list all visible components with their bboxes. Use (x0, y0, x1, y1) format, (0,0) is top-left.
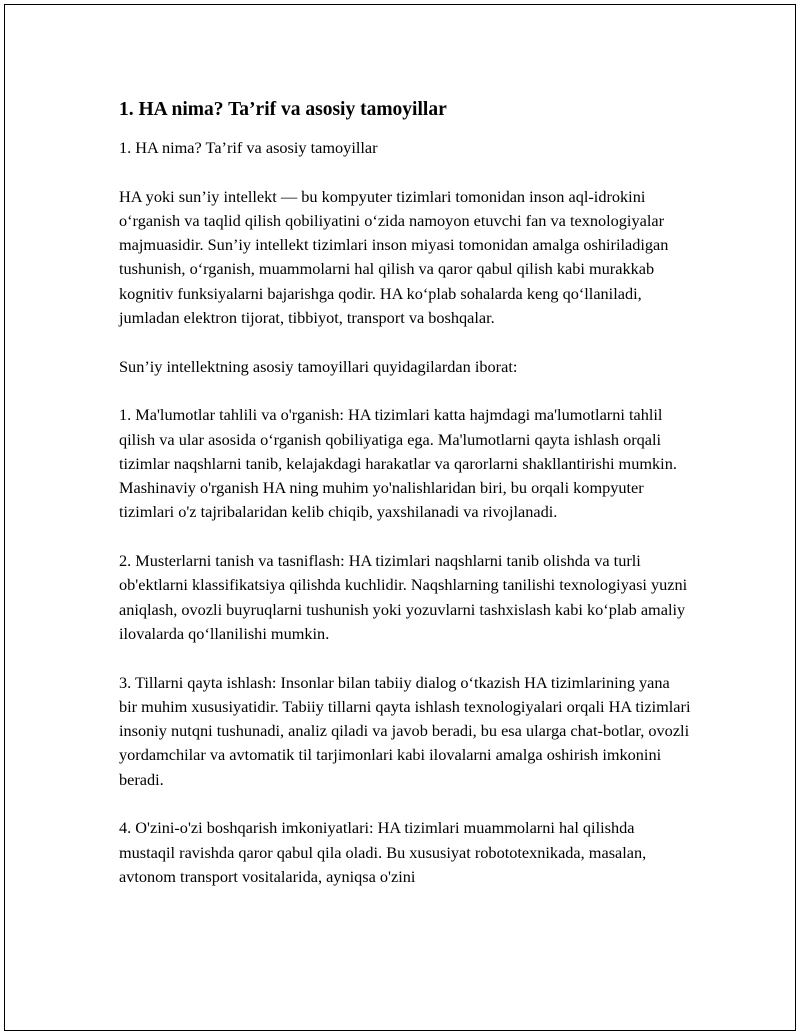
document-body (119, 98, 691, 914)
principles-intro-paragraph: Sun’iy intellektning asosiy tamoyillari quyidagilardan iborat: (119, 356, 518, 376)
principle-1-paragraph: 1. Ma'lumotlar tahlili va o'rganish: HA tizimlari katta hajmdagi ma'lumotlarni tahlil qilish va ular asosida o‘rganish qobiliyatiga ega. Ma'lumotlarni qayta ishlash orqali tizimlar naqshlarni tanib, kelajakdagi harakatlar va qarorlarni shakllantirishi mumkin. Mashinaviy o'rganish HA ning muhim yo'nalishlaridan biri, bu orqali kompyuter tizimlari o'z tajribalaridan kelib chiqib, yaxshilanadi va rivojlanadi. (119, 405, 677, 522)
definition-paragraph: HA yoki sun’iy intellekt — bu kompyuter tizimlari tomonidan inson aql-idrokini o‘rganish va taqlid qilish qobiliyatini o‘zida namoyon etuvchi fan va texnologiyalar majmuasidir. Sun’iy intellekt tizimlari inson miyasi tomonidan amalga oshiriladigan tushunish, o‘rganish, muammolarni hal qilish va qaror qabul qilish kabi murakkab kognitiv funksiyalarni bajarishga qodir. HA ko‘plab sohalarda keng qo‘llaniladi, jumladan elektron tijorat, tibbiyot, transport va boshqalar. (119, 186, 669, 328)
document-heading: 1. HA nima? Ta’rif va asosiy tamoyillar (119, 99, 447, 120)
page-frame (4, 4, 796, 1031)
principle-2-paragraph: 2. Musterlarni tanish va tasniflash: HA tizimlari naqshlarni tanib olishda va turli ob'ektlarni klassifikatsiya qilishda kuchlidir. Naqshlarning tanilishi texnologiyasi yuzni aniqlash, ovozli buyruqlarni tushunish yoki yozuvlarni tashxislash kabi ko‘plab amaliy ilovalarda qo‘llanilishi mumkin. (119, 551, 688, 643)
principle-4-paragraph: 4. O'zini-o'zi boshqarish imkoniyatlari: HA tizimlari muammolarni hal qilishda mustaqil ravishda qaror qabul qila oladi. Bu xususiyat robototexnikada, masalan, avtonom transport vositalarida, ayniqsa o'zini (119, 818, 647, 886)
subheading-paragraph: 1. HA nima? Ta’rif va asosiy tamoyillar (119, 138, 378, 157)
principle-3-paragraph: 3. Tillarni qayta ishlash: Insonlar bilan tabiiy dialog o‘tkazish HA tizimlarining yana bir muhim xususiyatidir. Tabiiy tillarni qayta ishlash texnologiyalari orqali HA tizimlari insoniy nutqni tushunadi, analiz qiladi va javob beradi, bu esa ularga chat-botlar, ovozli yordamchilar va avtomatik til tarjimonlari kabi ilovalarni amalga oshirish imkonini beradi. (119, 672, 691, 789)
